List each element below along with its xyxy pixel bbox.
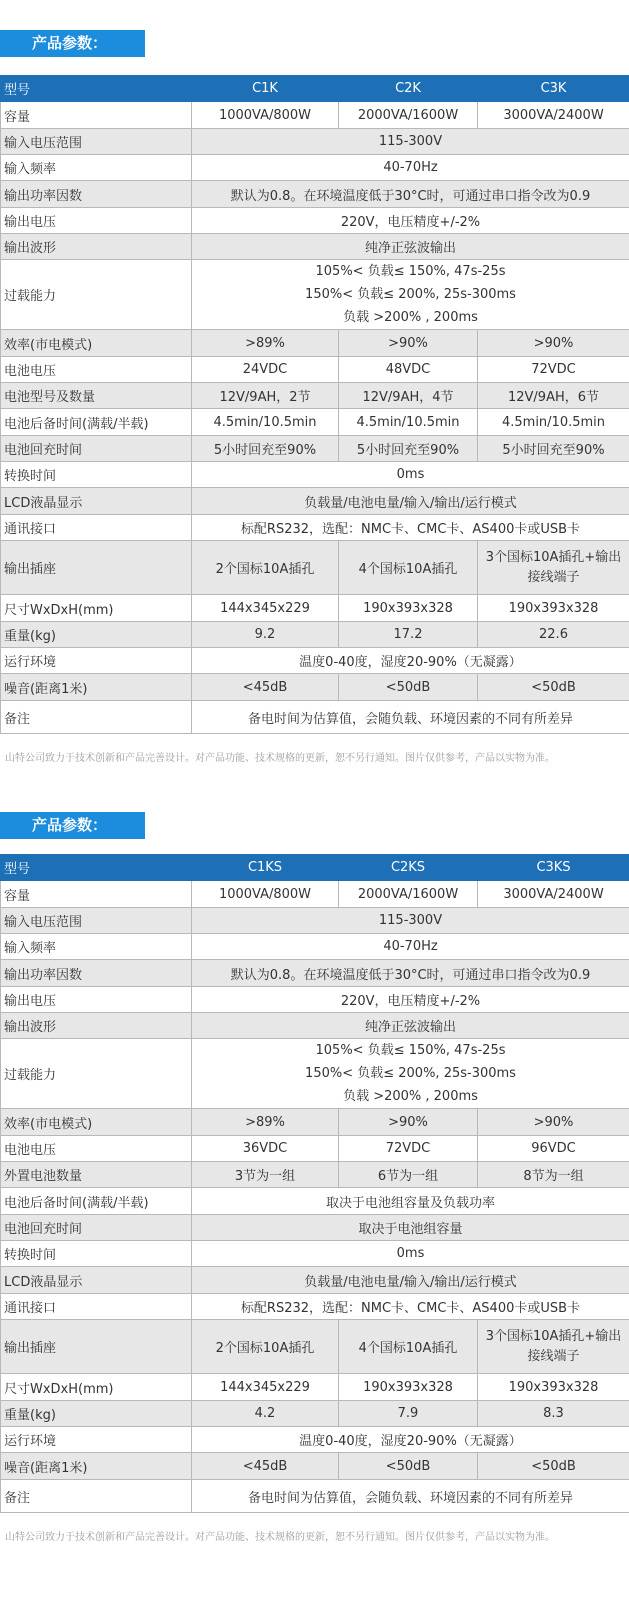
row-label: 通讯接口 [1, 515, 192, 541]
overload-line: 负载 >200% , 200ms [343, 310, 478, 325]
cell-value: 4个国标10A插孔 [339, 541, 478, 595]
row-label: 过载能力 [1, 1039, 192, 1109]
cell-value: 72VDC [478, 357, 629, 383]
row-label: 输出功率因数 [1, 960, 192, 987]
cell-value: 40-70Hz [192, 155, 629, 181]
row-transfer-time [1, 462, 629, 488]
row-input-range [1, 908, 629, 934]
cell-value: 0ms [192, 462, 629, 488]
row-battery-voltage [1, 1136, 629, 1162]
cell-value: 标配RS232，选配：NMC卡、CMC卡、AS400卡或USB卡 [192, 1294, 629, 1320]
cell-value: 默认为0.8。在环境温度低于30°C时，可通过串口指令改为0.9 [192, 181, 629, 208]
row-remark [1, 1480, 629, 1513]
cell-value: 36VDC [192, 1136, 339, 1162]
header-model-1: C1KS [192, 855, 339, 881]
row-transfer-time [1, 1241, 629, 1267]
cell-value: >90% [478, 330, 629, 357]
cell-value: 6节为一组 [339, 1162, 478, 1188]
cell-value: 1000VA/800W [192, 102, 339, 129]
cell-value: 3节为一组 [192, 1162, 339, 1188]
cell-value: 4.5min/10.5min [478, 409, 629, 436]
cell-value: 72VDC [339, 1136, 478, 1162]
row-label: 输出插座 [1, 541, 192, 595]
row-power-factor [1, 181, 629, 208]
cell-value: <50dB [339, 674, 478, 701]
cell-value: 17.2 [339, 622, 478, 648]
cell-value: >89% [192, 1109, 339, 1136]
row-label: 效率(市电模式) [1, 330, 192, 357]
cell-value: 负载量/电池电量/输入/输出/运行模式 [192, 1267, 629, 1294]
cell-value: 22.6 [478, 622, 629, 648]
row-output-voltage [1, 987, 629, 1013]
row-power-factor [1, 960, 629, 987]
row-efficiency [1, 1109, 629, 1136]
header-model-1: C1K [192, 76, 339, 102]
row-label: 输出插座 [1, 1320, 192, 1374]
cell-value: 24VDC [192, 357, 339, 383]
cell-value: 2000VA/1600W [339, 102, 478, 129]
row-label: 输入电压范围 [1, 129, 192, 155]
overload-line: 105%< 负载≤ 150%, 47s-25s [315, 264, 506, 279]
row-label: 尺寸WxDxH(mm) [1, 1374, 192, 1401]
overload-line: 105%< 负载≤ 150%, 47s-25s [315, 1043, 506, 1058]
row-label: 备注 [1, 1480, 192, 1513]
cell-value: 220V，电压精度+/-2% [192, 987, 629, 1013]
row-waveform [1, 1013, 629, 1039]
row-label: 转换时间 [1, 462, 192, 488]
header-model-2: C2K [339, 76, 478, 102]
cell-value: 4.2 [192, 1401, 339, 1427]
cell-value: >89% [192, 330, 339, 357]
section-title-banner: 产品参数： [0, 30, 145, 57]
row-environment [1, 648, 629, 674]
row-label: 通讯接口 [1, 1294, 192, 1320]
cell-value: 4.5min/10.5min [192, 409, 339, 436]
row-input-range [1, 129, 629, 155]
cell-value: 8节为一组 [478, 1162, 629, 1188]
row-label: 过载能力 [1, 260, 192, 330]
row-label: 输入频率 [1, 155, 192, 181]
cell-value: >90% [478, 1109, 629, 1136]
overload-line: 150%< 负载≤ 200%, 25s-300ms [305, 1066, 516, 1081]
row-label: 输入电压范围 [1, 908, 192, 934]
cell-value: 115-300V [192, 908, 629, 934]
cell-value: 默认为0.8。在环境温度低于30°C时，可通过串口指令改为0.9 [192, 960, 629, 987]
row-label: 重量(kg) [1, 1401, 192, 1427]
row-label: 转换时间 [1, 1241, 192, 1267]
table-header-row [1, 855, 629, 881]
spec-table [0, 75, 629, 734]
row-label: 备注 [1, 701, 192, 734]
cell-value: 7.9 [339, 1401, 478, 1427]
row-label: 输出电压 [1, 987, 192, 1013]
row-label: LCD液晶显示 [1, 488, 192, 515]
cell-value: 纯净正弦波输出 [192, 1013, 629, 1039]
row-outlets [1, 1320, 629, 1374]
row-label: 容量 [1, 881, 192, 908]
cell-value: 5小时回充至90% [478, 436, 629, 462]
cell-value: 负载量/电池电量/输入/输出/运行模式 [192, 488, 629, 515]
row-recharge-time [1, 436, 629, 462]
row-weight [1, 622, 629, 648]
cell-value: 2个国标10A插孔 [192, 1320, 339, 1374]
row-overload [1, 260, 629, 330]
cell-value: <50dB [339, 1453, 478, 1480]
row-size [1, 595, 629, 622]
row-input-freq [1, 155, 629, 181]
cell-value: 190x393x328 [478, 595, 629, 622]
cell-value: >90% [339, 1109, 478, 1136]
row-recharge-time [1, 1215, 629, 1241]
header-model-label: 型号 [1, 76, 192, 102]
cell-value-multiline [192, 260, 629, 330]
row-waveform [1, 234, 629, 260]
row-battery-count [1, 1162, 629, 1188]
cell-value: 2000VA/1600W [339, 881, 478, 908]
header-model-3: C3K [478, 76, 629, 102]
row-label: 电池型号及数量 [1, 383, 192, 409]
row-label: 尺寸WxDxH(mm) [1, 595, 192, 622]
row-label: 噪音(距离1米) [1, 1453, 192, 1480]
row-capacity [1, 881, 629, 908]
disclaimer-note: 山特公司致力于技术创新和产品完善设计。对产品功能、技术规格的更新，恕不另行通知。图片仅供参考，产品以实物为准。 [5, 1532, 555, 1543]
cell-value: 190x393x328 [339, 595, 478, 622]
section-title-banner: 产品参数： [0, 812, 145, 839]
row-label: 输出波形 [1, 1013, 192, 1039]
cell-value: 备电时间为估算值，会随负载、环境因素的不同有所差异 [192, 1480, 629, 1513]
row-backup-time [1, 1188, 629, 1215]
spec-section-2 [0, 800, 629, 1600]
header-model-label: 型号 [1, 855, 192, 881]
cell-value: 温度0-40度，湿度20-90%（无凝露） [192, 648, 629, 674]
cell-value: <45dB [192, 674, 339, 701]
cell-value: <45dB [192, 1453, 339, 1480]
cell-value: 4.5min/10.5min [339, 409, 478, 436]
row-label: 重量(kg) [1, 622, 192, 648]
row-label: 输出波形 [1, 234, 192, 260]
cell-value: 3个国标10A插孔+输出接线端子 [478, 1320, 629, 1374]
cell-value: 40-70Hz [192, 934, 629, 960]
row-label: 输出功率因数 [1, 181, 192, 208]
row-overload [1, 1039, 629, 1109]
cell-value: 8.3 [478, 1401, 629, 1427]
row-size [1, 1374, 629, 1401]
row-efficiency [1, 330, 629, 357]
row-lcd [1, 488, 629, 515]
row-comm [1, 1294, 629, 1320]
cell-value: <50dB [478, 674, 629, 701]
row-remark [1, 701, 629, 734]
row-noise [1, 1453, 629, 1480]
row-label: 运行环境 [1, 648, 192, 674]
cell-value: 0ms [192, 1241, 629, 1267]
cell-value: 3000VA/2400W [478, 881, 629, 908]
cell-value: 190x393x328 [478, 1374, 629, 1401]
row-outlets [1, 541, 629, 595]
row-environment [1, 1427, 629, 1453]
cell-value: 取决于电池组容量 [192, 1215, 629, 1241]
row-weight [1, 1401, 629, 1427]
cell-value: 标配RS232，选配：NMC卡、CMC卡、AS400卡或USB卡 [192, 515, 629, 541]
cell-value-multiline [192, 1039, 629, 1109]
row-battery-count [1, 383, 629, 409]
row-label: 电池电压 [1, 1136, 192, 1162]
row-label: 输出电压 [1, 208, 192, 234]
cell-value: 5小时回充至90% [339, 436, 478, 462]
spec-table [0, 854, 629, 1513]
cell-value: 取决于电池组容量及负载功率 [192, 1188, 629, 1215]
row-comm [1, 515, 629, 541]
row-label: 电池电压 [1, 357, 192, 383]
row-label: 容量 [1, 102, 192, 129]
cell-value: 温度0-40度，湿度20-90%（无凝露） [192, 1427, 629, 1453]
overload-line: 负载 >200% , 200ms [343, 1089, 478, 1104]
row-label: 外置电池数量 [1, 1162, 192, 1188]
cell-value: 4个国标10A插孔 [339, 1320, 478, 1374]
row-lcd [1, 1267, 629, 1294]
row-noise [1, 674, 629, 701]
row-label: 噪音(距离1米) [1, 674, 192, 701]
cell-value: 12V/9AH，2节 [192, 383, 339, 409]
header-model-2: C2KS [339, 855, 478, 881]
cell-value: 144x345x229 [192, 1374, 339, 1401]
row-label: LCD液晶显示 [1, 1267, 192, 1294]
row-label: 电池回充时间 [1, 436, 192, 462]
row-label: 效率(市电模式) [1, 1109, 192, 1136]
disclaimer-note: 山特公司致力于技术创新和产品完善设计。对产品功能、技术规格的更新，恕不另行通知。图片仅供参考，产品以实物为准。 [5, 753, 555, 764]
row-label: 运行环境 [1, 1427, 192, 1453]
overload-line: 150%< 负载≤ 200%, 25s-300ms [305, 287, 516, 302]
cell-value: 144x345x229 [192, 595, 339, 622]
cell-value: 3000VA/2400W [478, 102, 629, 129]
row-label: 电池回充时间 [1, 1215, 192, 1241]
cell-value: 纯净正弦波输出 [192, 234, 629, 260]
row-battery-voltage [1, 357, 629, 383]
cell-value: <50dB [478, 1453, 629, 1480]
row-label: 电池后备时间(满载/半载) [1, 1188, 192, 1215]
cell-value: 备电时间为估算值，会随负载、环境因素的不同有所差异 [192, 701, 629, 734]
cell-value: 115-300V [192, 129, 629, 155]
cell-value: 2个国标10A插孔 [192, 541, 339, 595]
cell-value: 12V/9AH，6节 [478, 383, 629, 409]
row-label: 输入频率 [1, 934, 192, 960]
cell-value: 5小时回充至90% [192, 436, 339, 462]
cell-value: 9.2 [192, 622, 339, 648]
row-capacity [1, 102, 629, 129]
row-output-voltage [1, 208, 629, 234]
cell-value: 3个国标10A插孔+输出接线端子 [478, 541, 629, 595]
row-label: 电池后备时间(满载/半载) [1, 409, 192, 436]
cell-value: 12V/9AH，4节 [339, 383, 478, 409]
header-model-3: C3KS [478, 855, 629, 881]
row-input-freq [1, 934, 629, 960]
cell-value: 190x393x328 [339, 1374, 478, 1401]
cell-value: 220V，电压精度+/-2% [192, 208, 629, 234]
cell-value: 96VDC [478, 1136, 629, 1162]
cell-value: 1000VA/800W [192, 881, 339, 908]
cell-value: 48VDC [339, 357, 478, 383]
cell-value: >90% [339, 330, 478, 357]
table-header-row [1, 76, 629, 102]
row-backup-time [1, 409, 629, 436]
